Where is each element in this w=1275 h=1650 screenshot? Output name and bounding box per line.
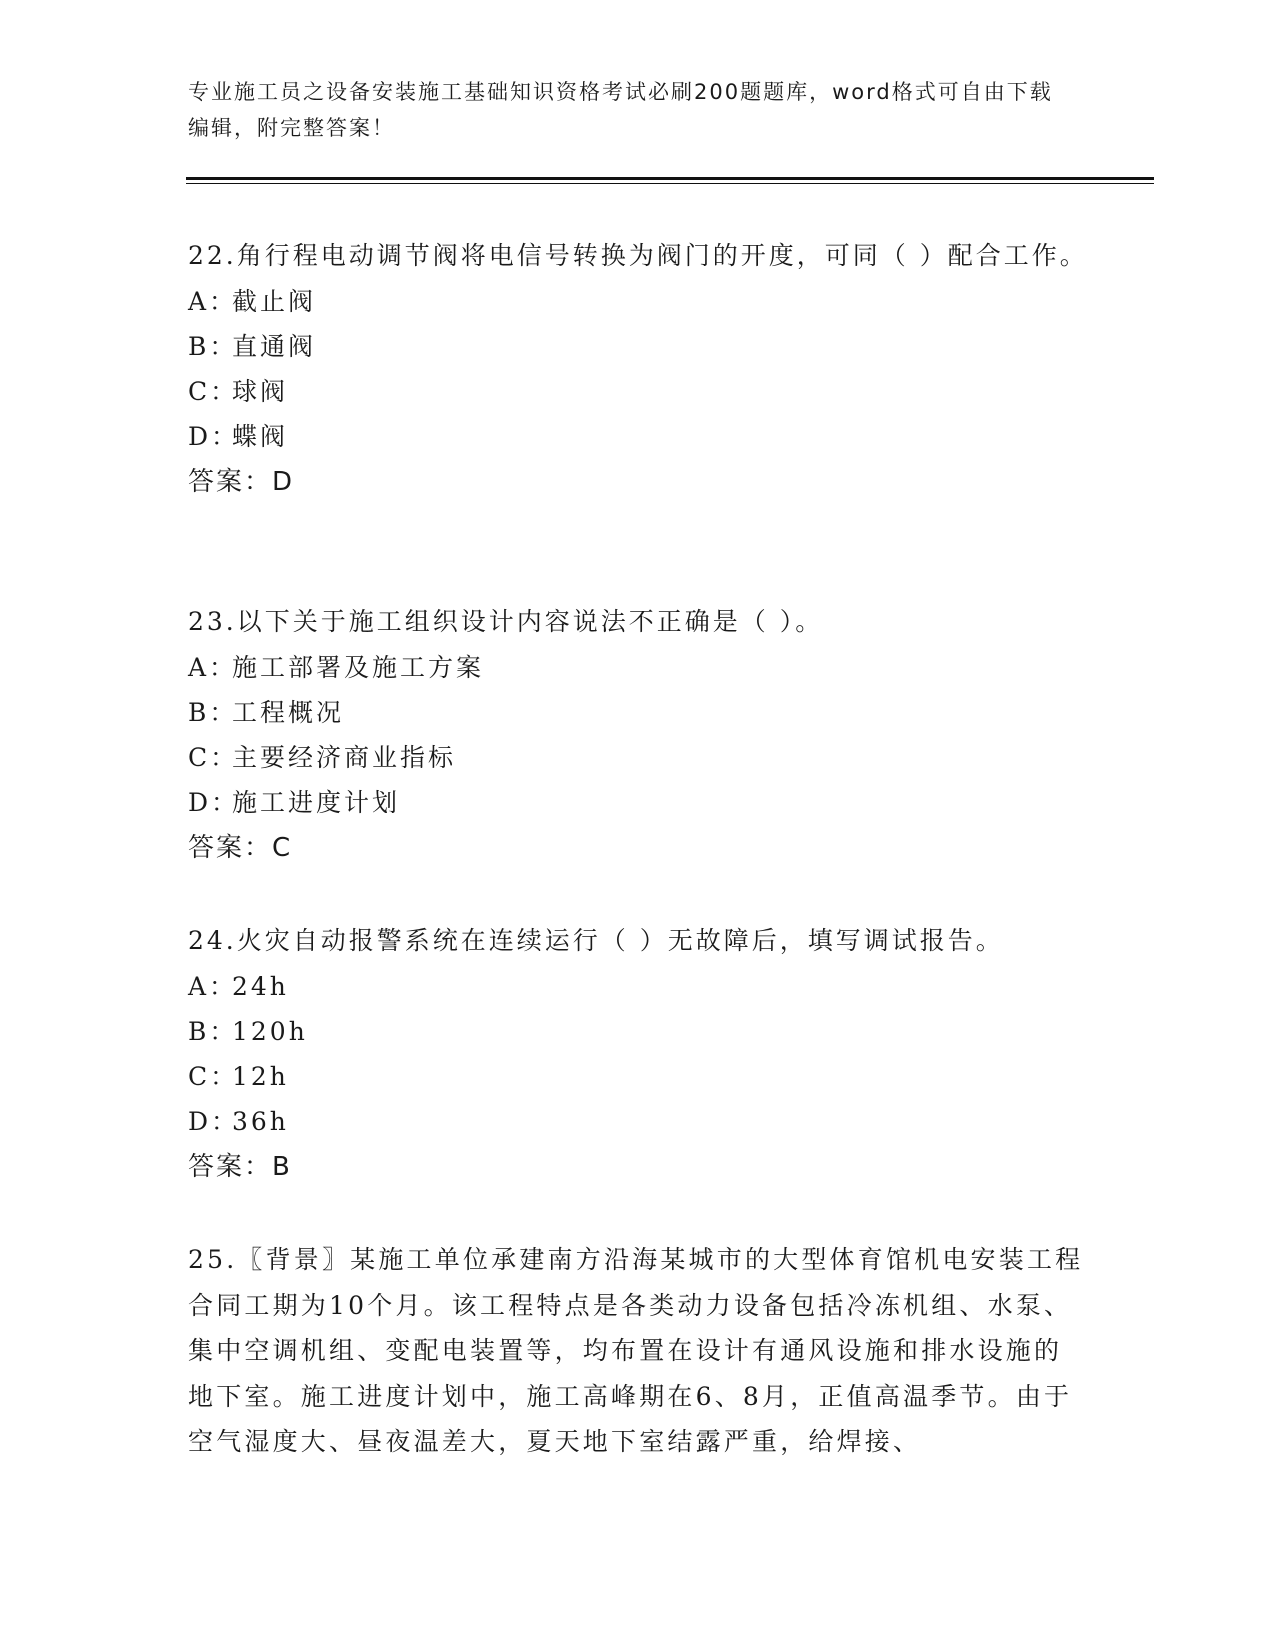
option-c (188, 369, 1088, 414)
option-key: C： (188, 1062, 239, 1091)
option-a (188, 279, 1088, 324)
option-b (188, 324, 1088, 369)
option-text: 36h (232, 1107, 289, 1136)
option-key: C： (188, 377, 239, 406)
option-d (188, 780, 1088, 825)
option-key: B： (188, 332, 238, 361)
option-text: 12h (232, 1062, 289, 1091)
option-c (188, 1054, 1088, 1099)
option-text: 工程概况 (232, 698, 345, 727)
option-key: B： (188, 698, 238, 727)
option-key: A： (188, 287, 238, 316)
option-text: 120h (232, 1017, 308, 1046)
question-23 (188, 599, 1088, 871)
option-c (188, 735, 1088, 780)
option-key: D： (188, 422, 240, 451)
question-22 (188, 233, 1088, 505)
option-text: 截止阀 (232, 287, 317, 316)
answer-line: 答案：B (188, 1152, 292, 1182)
document-header: 专业施工员之设备安装施工基础知识资格考试必刷200题题库，word格式可自由下载编辑，附完整答案！ (188, 80, 1053, 140)
option-text: 球阀 (232, 377, 289, 406)
option-text: 直通阀 (232, 332, 317, 361)
answer-line: 答案：C (188, 833, 293, 863)
option-key: D： (188, 788, 240, 817)
option-key: D： (188, 1107, 240, 1136)
question-stem: 22.角行程电动调节阀将电信号转换为阀门的开度，可同（ ）配合工作。 (188, 241, 1088, 270)
question-25 (188, 1237, 1088, 1465)
option-key: C： (188, 743, 239, 772)
answer-line: 答案：D (188, 467, 295, 497)
question-stem: 23.以下关于施工组织设计内容说法不正确是（ ）。 (188, 607, 824, 636)
option-text: 蝶阀 (232, 422, 289, 451)
option-b (188, 690, 1088, 735)
question-stem: 24.火灾自动报警系统在连续运行（ ）无故障后，填写调试报告。 (188, 926, 1004, 955)
option-key: B： (188, 1017, 238, 1046)
header-rule-thin (186, 183, 1154, 184)
header-rule-thick (186, 177, 1154, 180)
option-b (188, 1009, 1088, 1054)
option-key: A： (188, 653, 238, 682)
question-stem: 25.〖背景〗某施工单位承建南方沿海某城市的大型体育馆机电安装工程合同工期为10个月。该工程特点是各类动力设备包括冷冻机组、水泵、集中空调机组、变配电装置等，均布置在设计有通风设施和排水设施的地下室。施工进度计划中，施工高峰期在6、8月，正值高温季节。由于空气湿度大、昼夜温差大，夏天地下室结露严重，给焊接、 (188, 1245, 1084, 1456)
option-d (188, 414, 1088, 459)
option-a (188, 964, 1088, 1009)
option-text: 24h (232, 972, 289, 1001)
option-text: 主要经济商业指标 (232, 743, 457, 772)
option-a (188, 645, 1088, 690)
question-24 (188, 918, 1088, 1190)
option-d (188, 1099, 1088, 1144)
option-text: 施工部署及施工方案 (232, 653, 485, 682)
option-key: A： (188, 972, 238, 1001)
option-text: 施工进度计划 (232, 788, 401, 817)
